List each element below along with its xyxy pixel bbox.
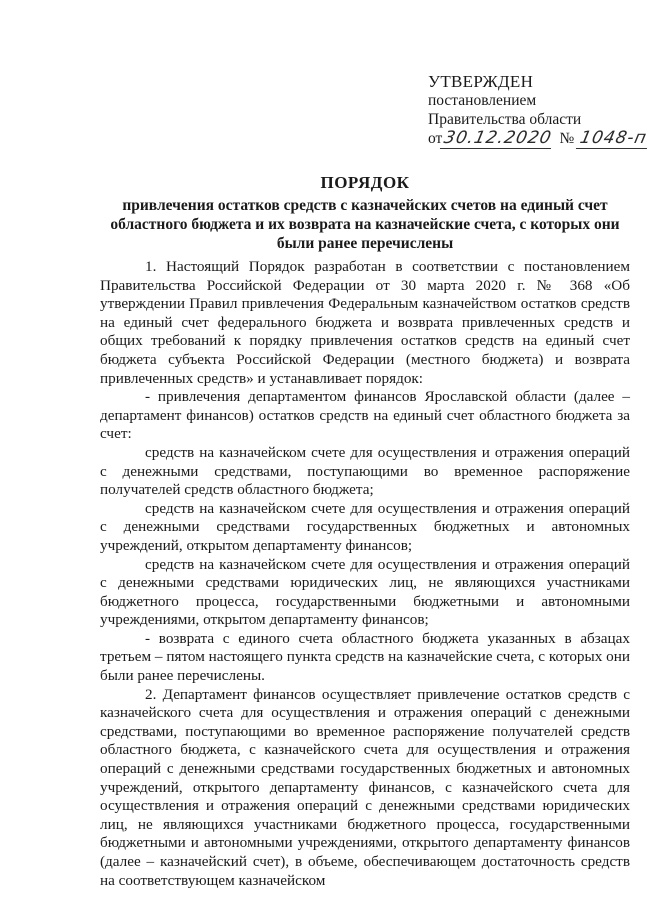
date-prefix: от	[428, 130, 443, 147]
approval-date-line	[428, 128, 650, 149]
paragraph-3: средств на казначейском счете для осуществления и отражения операций с денежными средствами, поступающими во временное распоряжение получателей средств областного бюджета;	[100, 443, 630, 499]
document-subtitle: привлечения остатков средств с казначейских счетов на единый счет областного бюджета и их возврата на казначейские счета, с которых они были ранее перечислены	[110, 197, 620, 252]
approval-line-1: постановлением	[428, 92, 537, 109]
document-title: ПОРЯДОК	[320, 173, 410, 192]
handwritten-date: 30.12.2020	[440, 129, 556, 149]
approval-stamp	[428, 72, 650, 149]
document-body	[100, 258, 630, 890]
paragraph-5: средств на казначейском счете для осуществления и отражения операций с денежными средствами юридических лиц, не являющихся участниками бюджетного процесса, государственными бюджетными и автономными учреждениями, открытом департаменту финансов;	[100, 555, 630, 629]
handwritten-number: 1048-п	[576, 129, 651, 149]
paragraph-6: - возврата с единого счета областного бюджета указанных в абзацах третьем – пятом настоящего пункта средств на казначейские счета, с которых они были ранее перечислены.	[100, 629, 630, 685]
paragraph-7: 2. Департамент финансов осуществляет привлечение остатков средств с казначейского счета для осуществления и отражения операций с денежными средствами, поступающими во временное распоряжение получателей средств областного бюджета, с казначейского счета для осуществления и отражения операций с денежными средствами государственных бюджетных и автономных учреждений, открытого департаменту финансов, с казначейского счета для осуществления и отражения операций с денежными средствами юридических лиц, не являющихся участниками бюджетного процесса, государственными бюджетными и автономными учреждениями, открытого департаменту финансов (далее – казначейский счет), в объеме, обеспечивающем достаточность средств на соответствующем казначейском	[100, 685, 630, 889]
paragraph-1: 1. Настоящий Порядок разработан в соответствии с постановлением Правительства Российской Федерации от 30 марта 2020 г. № 368 «Об утверждении Правил привлечения Федеральным казначейством остатков средств на единый счет федерального бюджета и возврата привлеченных средств и общих требований к порядку привлечения остатков средств на единый счет бюджета субъекта Российской Федерации (местного бюджета) и возврата привлеченных средств» и устанавливает порядок:	[100, 258, 630, 387]
approval-line-2: Правительства области	[428, 111, 582, 128]
document-header	[100, 172, 630, 253]
approval-title: УТВЕРЖДЕН	[428, 72, 534, 91]
number-label: №	[559, 130, 575, 147]
paragraph-2: - привлечения департаментом финансов Ярославской области (далее – департамент финансов) остатков средств на единый счет областного бюджета за счет:	[100, 388, 630, 443]
paragraph-4: средств на казначейском счете для осуществления и отражения операций с денежными средствами государственных бюджетных и автономных учреждений, открытом департаменту финансов;	[100, 499, 630, 554]
